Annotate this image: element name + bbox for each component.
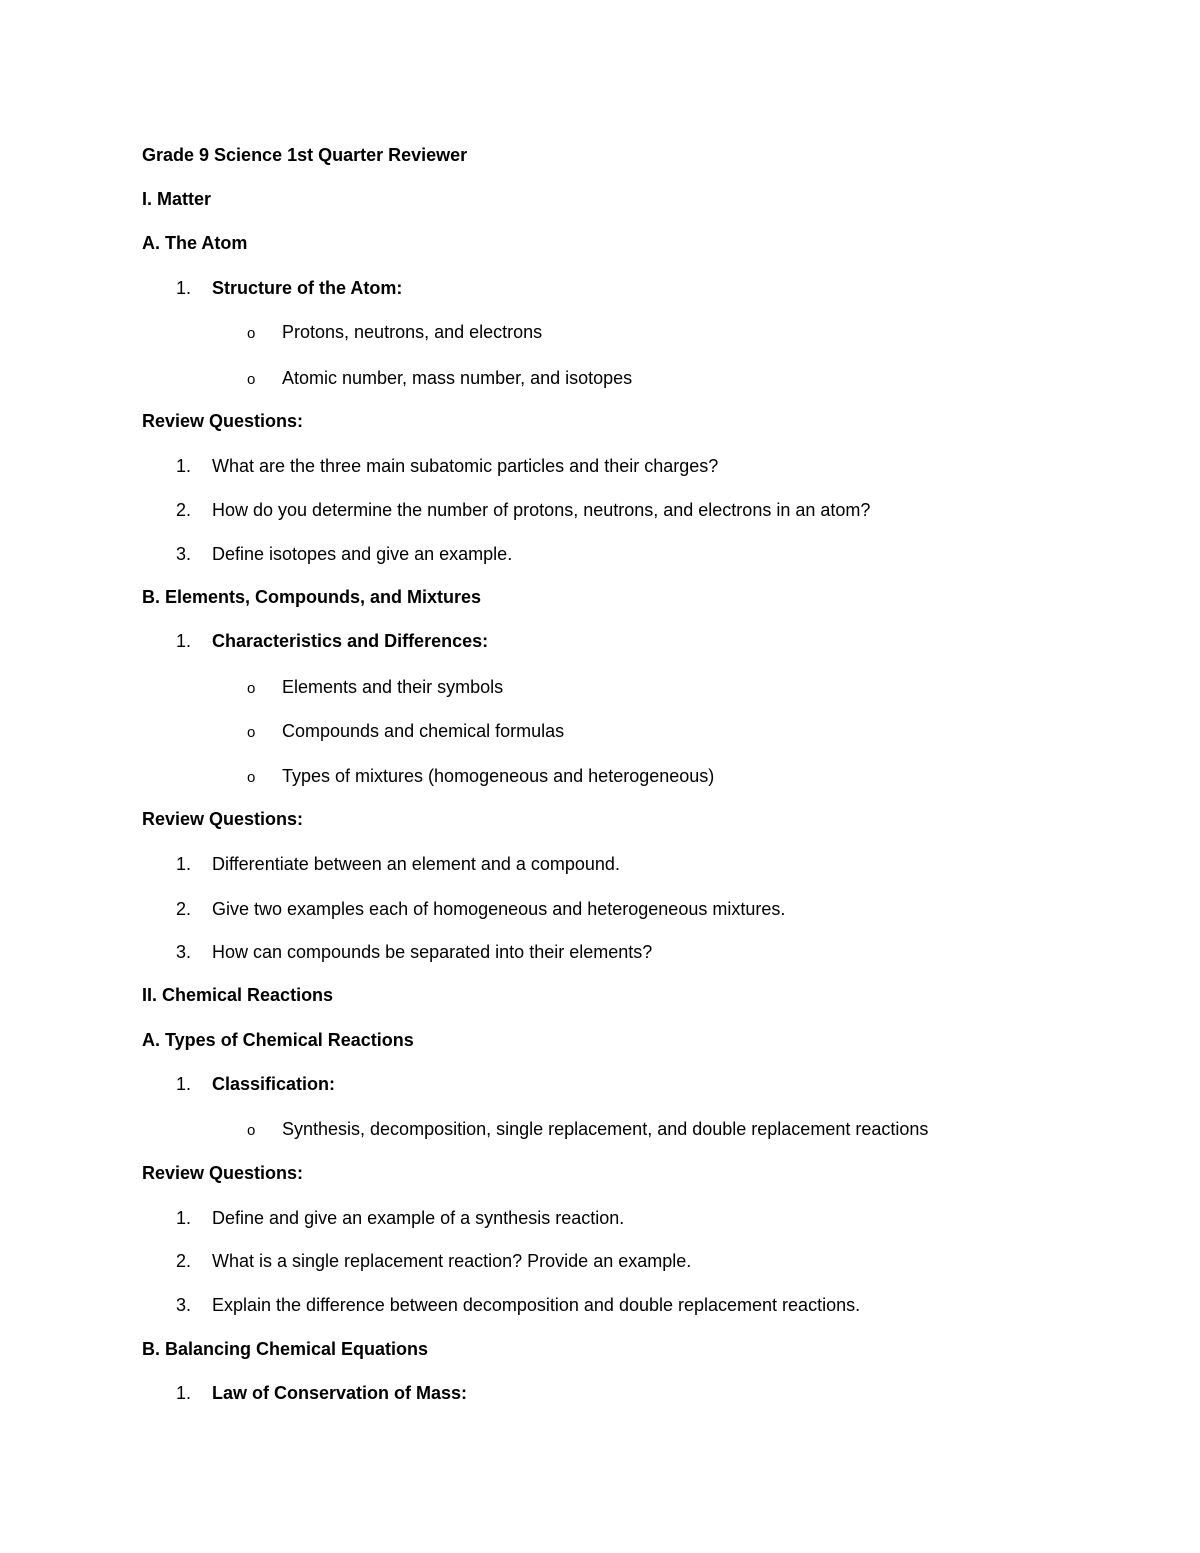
question-text: Differentiate between an element and a compound. (212, 854, 620, 874)
bullet-mark: o (247, 371, 256, 388)
bullet-text: Types of mixtures (homogeneous and heterogeneous) (282, 766, 715, 786)
topic-label: Characteristics and Differences: (212, 631, 489, 651)
list-number: 3. (176, 544, 192, 564)
bullet-item (247, 1118, 928, 1142)
list-number: 1. (176, 278, 192, 298)
list-number: 1. (176, 1383, 192, 1403)
bullet-mark: o (247, 769, 256, 786)
bullet-text: Protons, neutrons, and electrons (282, 322, 543, 342)
bullet-text: Atomic number, mass number, and isotopes (282, 368, 633, 388)
list-number: 1. (176, 456, 192, 476)
question-item (176, 853, 620, 875)
list-number: 3. (176, 942, 192, 962)
question-item (176, 543, 512, 565)
topic-item (176, 630, 488, 652)
subsection-heading-atom: A. The Atom (142, 233, 248, 253)
question-text: How do you determine the number of protons, neutrons, and electrons in an atom? (212, 500, 871, 520)
list-number: 2. (176, 1251, 192, 1271)
subsection-heading-types: A. Types of Chemical Reactions (142, 1030, 414, 1050)
topic-item (176, 277, 402, 299)
topic-label: Structure of the Atom: (212, 278, 403, 298)
bullet-item (247, 676, 503, 700)
bullet-text: Elements and their symbols (282, 677, 504, 697)
question-text: What is a single replacement reaction? Provide an example. (212, 1251, 692, 1271)
bullet-mark: o (247, 325, 256, 342)
bullet-mark: o (247, 1122, 256, 1139)
section-heading-reactions: II. Chemical Reactions (142, 985, 334, 1005)
bullet-mark: o (247, 680, 256, 697)
question-item (176, 1294, 860, 1316)
bullet-text: Synthesis, decomposition, single replacement, and double replacement reactions (282, 1119, 929, 1139)
question-item (176, 1250, 691, 1272)
bullet-mark: o (247, 724, 256, 741)
list-number: 1. (176, 631, 192, 651)
subsection-heading-balancing: B. Balancing Chemical Equations (142, 1339, 429, 1359)
question-item (176, 455, 718, 477)
bullet-item (247, 720, 564, 744)
list-number: 1. (176, 1208, 192, 1228)
review-questions-heading: Review Questions: (142, 1163, 304, 1183)
question-text: How can compounds be separated into their elements? (212, 942, 653, 962)
bullet-item (247, 321, 542, 345)
bullet-item (247, 765, 714, 789)
review-questions-heading: Review Questions: (142, 411, 304, 431)
section-heading-matter: I. Matter (142, 189, 212, 209)
bullet-text: Compounds and chemical formulas (282, 721, 565, 741)
question-text: Define and give an example of a synthesis reaction. (212, 1208, 625, 1228)
question-item (176, 499, 870, 521)
list-number: 1. (176, 1074, 192, 1094)
question-text: Give two examples each of homogeneous and heterogeneous mixtures. (212, 899, 786, 919)
topic-item (176, 1073, 335, 1095)
question-text: Define isotopes and give an example. (212, 544, 513, 564)
question-item (176, 1207, 624, 1229)
topic-item (176, 1382, 467, 1404)
question-text: Explain the difference between decomposition and double replacement reactions. (212, 1295, 861, 1315)
topic-label: Law of Conservation of Mass: (212, 1383, 468, 1403)
topic-label: Classification: (212, 1074, 336, 1094)
list-number: 1. (176, 854, 192, 874)
question-item (176, 898, 785, 920)
review-questions-heading: Review Questions: (142, 809, 304, 829)
question-item (176, 941, 652, 963)
list-number: 3. (176, 1295, 192, 1315)
bullet-item (247, 367, 632, 391)
document-title: Grade 9 Science 1st Quarter Reviewer (142, 145, 468, 165)
question-text: What are the three main subatomic particles and their charges? (212, 456, 719, 476)
list-number: 2. (176, 899, 192, 919)
list-number: 2. (176, 500, 192, 520)
subsection-heading-elements: B. Elements, Compounds, and Mixtures (142, 587, 482, 607)
